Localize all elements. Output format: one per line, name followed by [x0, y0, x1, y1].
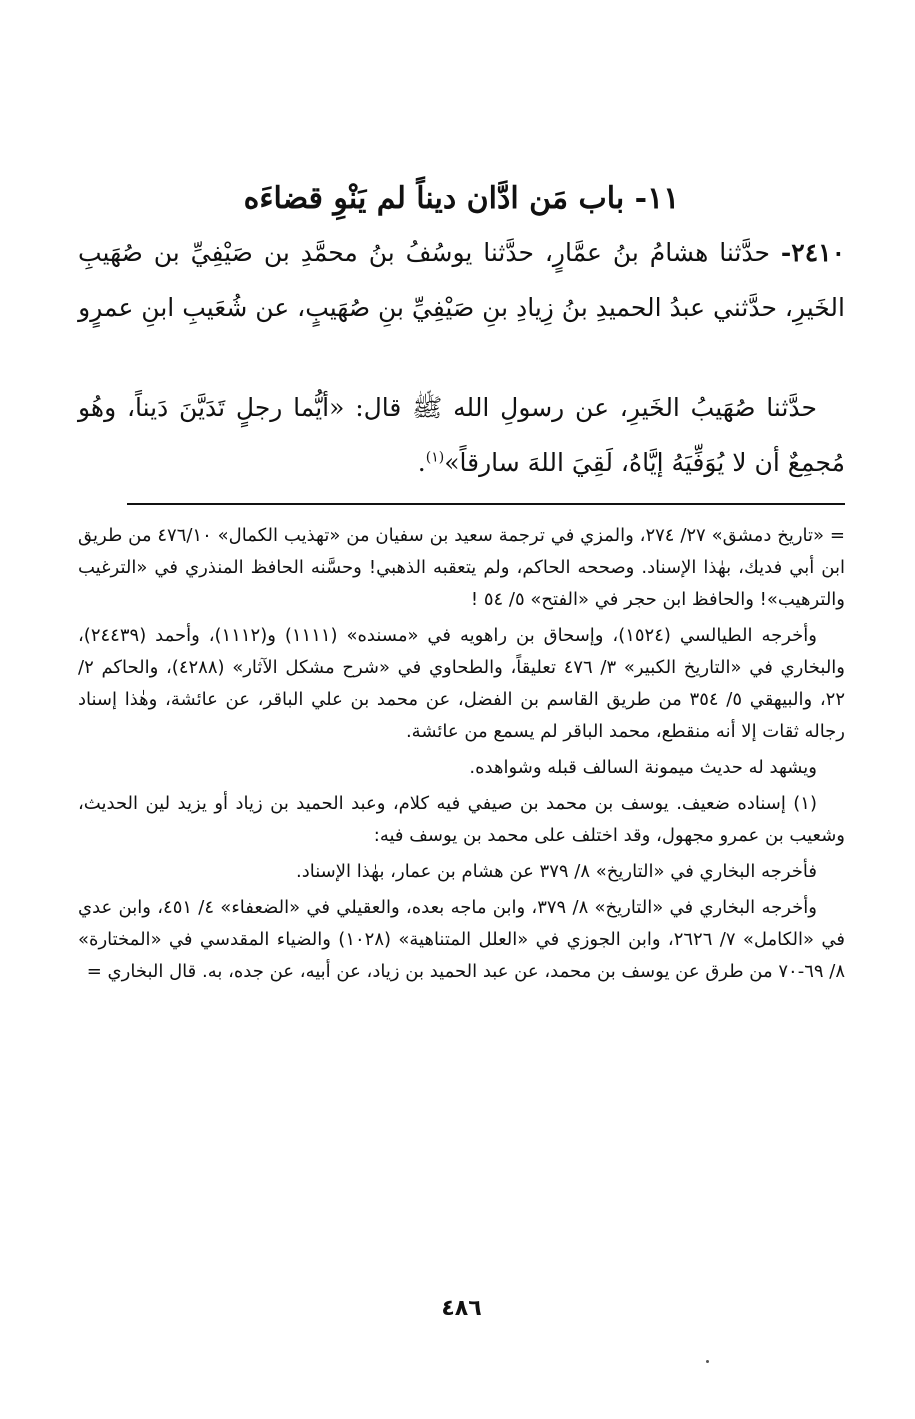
footnote-continuation: = «تاريخ دمشق» ٢٧/ ٢٧٤، والمزي في ترجمة سعيد بن سفيان من «تهذيب الكمال» ٤٧٦/١٠ من طريق ابن أبي فديك، بهٰذا الإسناد. وصححه الحاكم، ولم يتعقبه الذهبي! وحسَّنه الحافظ المنذري في «الترغيب والترهيب»! والحافظ ابن حجر في «الفتح» ٥/ ٥٤ !: [78, 525, 845, 610]
footnote-paragraph: ويشهد له حديث ميمونة السالف قبله وشواهده.: [469, 757, 817, 778]
page-number: ٤٨٦: [441, 1296, 482, 1321]
footnote-paragraph: فأخرجه البخاري في «التاريخ» ٨/ ٣٧٩ عن هشام بن عمار، بهٰذا الإسناد.: [295, 861, 817, 882]
footnote-separator: [127, 503, 845, 505]
scan-speck: [706, 1360, 709, 1363]
book-page: [78, 0, 845, 1419]
hadith-number: ٢٤١٠-: [780, 238, 846, 267]
footnotes: [78, 520, 845, 992]
footnote-paragraph: وأخرجه الطيالسي (١٥٢٤)، وإسحاق بن راهويه في «مسنده» (١١١١) و(١١١٢)، وأحمد (٢٤٤٣٩)، والبخاري في «التاريخ الكبير» ٣/ ٤٧٦ تعليقاً، والطحاوي في «شرح مشكل الآثار» (٤٢٨٨)، والحاكم ٢/ ٢٢، والبيهقي ٥/ ٣٥٤ من طريق القاسم بن الفضل، عن محمد بن علي الباقر، عن عائشة، وهٰذا إسناد رجاله ثقات إلا أنه منقطع، محمد الباقر لم يسمع من عائشة.: [78, 625, 846, 742]
footnote-reference: (١): [425, 449, 445, 466]
chapter-title: ١١- باب مَن ادَّان ديناً لم يَنْوِ قضاءَه: [243, 180, 680, 216]
matn-end: .: [417, 448, 426, 477]
footnote-1: (١) إسناده ضعيف. يوسف بن محمد بن صيفي فيه كلام، وعبد الحميد بن زياد أو يزيد لين الحديث، وشعيب بن عمرو مجهول، وقد اختلف على محمد بن يوسف فيه:: [78, 793, 845, 846]
footnote-paragraph: وأخرجه البخاري في «التاريخ» ٨/ ٣٧٩، وابن ماجه بعده، والعقيلي في «الضعفاء» ٤/ ٤٥١، وابن عدي في «الكامل» ٧/ ٢٦٢٦، وابن الجوزي في «العلل المتناهية» (١٠٢٨) والضياء المقدسي في «المختارة» ٨/ ٦٩-٧٠ من طرق عن يوسف بن محمد، عن عبد الحميد بن زياد، عن أبيه، عن جده، به. قال البخاري =: [78, 897, 845, 982]
matn-text: حدَّثنا صُهَيبُ الخَيرِ، عن رسولِ الله ﷺ قال: «أيُّما رجلٍ تَدَيَّنَ دَيناً، وهُو مُجمِعٌ أن لا يُوَفِّيَهُ إيَّاهُ، لَقِيَ اللهَ سارقاً»: [78, 393, 845, 477]
hadith-isnad: [78, 225, 845, 335]
hadith-matn: [78, 380, 845, 490]
isnad-text: حدَّثنا هشامُ بنُ عمَّارٍ، حدَّثنا يوسُفُ بنُ محمَّدِ بن صَيْفِيِّ بن صُهَيبِ الخَيرِ، حدَّثني عبدُ الحميدِ بنُ زِيادِ بنِ صَيْفِيِّ بنِ صُهَيبٍ، عن شُعَيبِ ابنِ عمرٍو: [78, 238, 845, 322]
